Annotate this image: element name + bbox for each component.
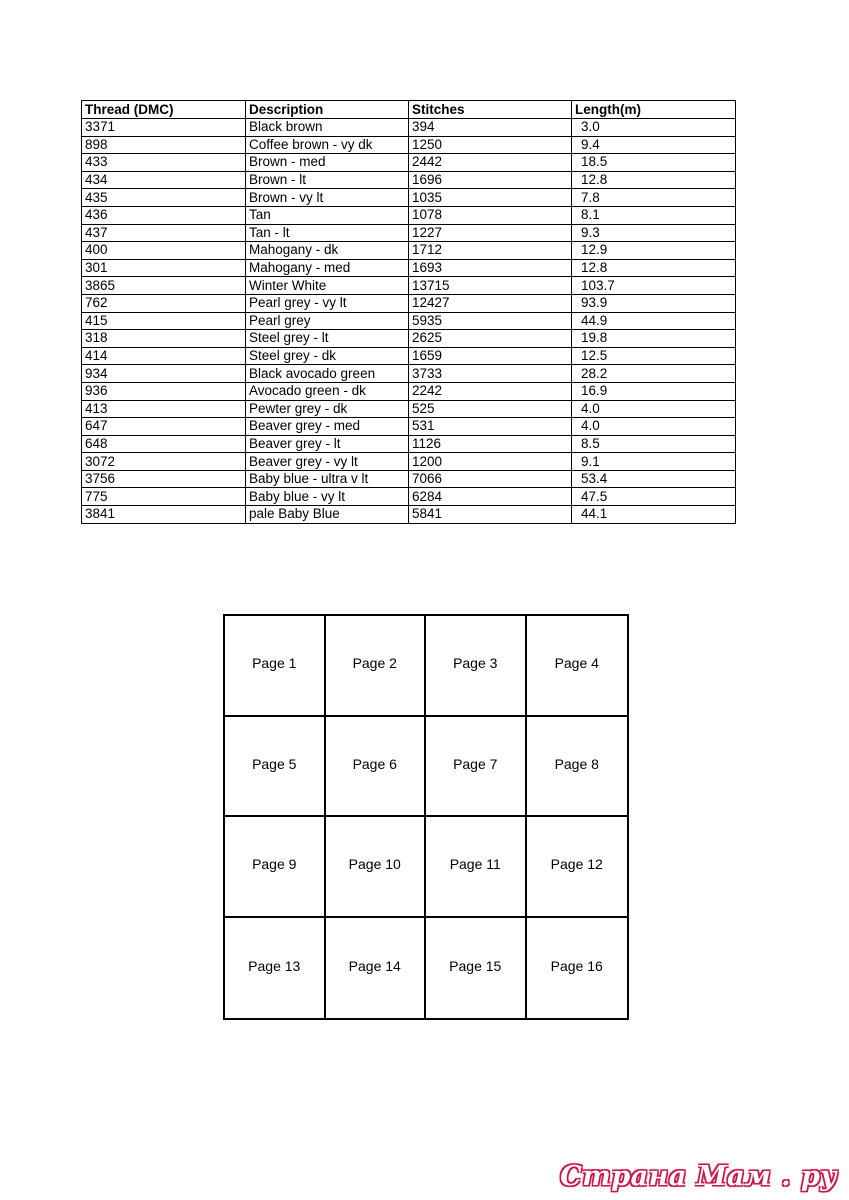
- cell-stitches: 1696: [409, 171, 572, 189]
- page-grid-cell: [527, 918, 628, 1019]
- cell-thread: 413: [82, 400, 246, 418]
- cell-stitches: 531: [409, 418, 572, 436]
- table-row: [82, 400, 736, 418]
- cell-description: Beaver grey - vy lt: [246, 453, 409, 471]
- page-grid-label: Page 14: [348, 957, 401, 974]
- site-watermark-logo: Страна Мам . ру: [560, 1161, 837, 1192]
- cell-stitches: 5935: [409, 312, 572, 330]
- cell-thread: 762: [82, 294, 246, 312]
- cell-length: 12.9: [572, 242, 736, 260]
- cell-thread: 318: [82, 330, 246, 348]
- table-row: [82, 119, 736, 137]
- page-grid-cell: [326, 616, 427, 717]
- cell-length: 12.8: [572, 259, 736, 277]
- page-grid-cell: [326, 918, 427, 1019]
- cell-stitches: 12427: [409, 294, 572, 312]
- cell-stitches: 525: [409, 400, 572, 418]
- cell-stitches: 2442: [409, 154, 572, 172]
- cell-length: 103.7: [572, 277, 736, 295]
- page-grid-cell: [326, 817, 427, 918]
- cell-description: Brown - vy lt: [246, 189, 409, 207]
- cell-length: 12.8: [572, 171, 736, 189]
- cell-stitches: 2242: [409, 382, 572, 400]
- cell-thread: 3756: [82, 470, 246, 488]
- cell-description: Steel grey - dk: [246, 347, 409, 365]
- cell-stitches: 394: [409, 119, 572, 137]
- table-header-row: [82, 101, 736, 119]
- page-grid-cell: [527, 817, 628, 918]
- page-grid-label: Page 5: [252, 755, 297, 772]
- page-grid-cell: [527, 717, 628, 818]
- cell-length: 28.2: [572, 365, 736, 383]
- page-grid-label: Page 6: [352, 755, 397, 772]
- cell-description: Pewter grey - dk: [246, 400, 409, 418]
- cell-length: 93.9: [572, 294, 736, 312]
- cell-stitches: 13715: [409, 277, 572, 295]
- cell-thread: 3841: [82, 506, 246, 524]
- page-grid-label: Page 9: [252, 856, 297, 873]
- cell-length: 9.3: [572, 224, 736, 242]
- cell-thread: 647: [82, 418, 246, 436]
- table-row: [82, 136, 736, 154]
- page-grid-label: Page 11: [449, 856, 501, 873]
- cell-length: 4.0: [572, 418, 736, 436]
- table-row: [82, 347, 736, 365]
- cell-length: 9.4: [572, 136, 736, 154]
- page-layout-grid: [223, 614, 629, 1020]
- cell-thread: 898: [82, 136, 246, 154]
- table-row: [82, 259, 736, 277]
- cell-description: Steel grey - lt: [246, 330, 409, 348]
- column-header-length: Length(m): [572, 101, 736, 119]
- cell-thread: 400: [82, 242, 246, 260]
- cell-stitches: 1227: [409, 224, 572, 242]
- cell-thread: 436: [82, 206, 246, 224]
- cell-length: 9.1: [572, 453, 736, 471]
- cell-thread: 3072: [82, 453, 246, 471]
- page-grid-cell: [225, 717, 326, 818]
- table-row: [82, 470, 736, 488]
- page-grid-label: Page 16: [550, 957, 603, 974]
- page-grid-label: Page 10: [348, 856, 401, 873]
- table-row: [82, 189, 736, 207]
- table-row: [82, 330, 736, 348]
- page-grid-label: Page 1: [252, 655, 297, 672]
- cell-stitches: 2625: [409, 330, 572, 348]
- table-row: [82, 154, 736, 172]
- cell-description: Beaver grey - lt: [246, 435, 409, 453]
- cell-thread: 934: [82, 365, 246, 383]
- page-grid-label: Page 2: [352, 655, 397, 672]
- table-row: [82, 435, 736, 453]
- page-grid-label: Page 4: [554, 655, 599, 672]
- page-grid-cell: [225, 817, 326, 918]
- cell-description: Baby blue - ultra v lt: [246, 470, 409, 488]
- cell-stitches: 1693: [409, 259, 572, 277]
- cell-length: 44.1: [572, 506, 736, 524]
- cell-description: Pearl grey: [246, 312, 409, 330]
- cell-thread: 433: [82, 154, 246, 172]
- table-row: [82, 506, 736, 524]
- cell-length: 16.9: [572, 382, 736, 400]
- page-grid-cell: [426, 817, 527, 918]
- cell-description: Black avocado green: [246, 365, 409, 383]
- cell-length: 4.0: [572, 400, 736, 418]
- cell-stitches: 1078: [409, 206, 572, 224]
- page-grid-cell: [225, 616, 326, 717]
- cell-length: 47.5: [572, 488, 736, 506]
- cell-description: Tan: [246, 206, 409, 224]
- table-row: [82, 224, 736, 242]
- page-grid-cell: [326, 717, 427, 818]
- cell-length: 7.8: [572, 189, 736, 207]
- cell-description: Brown - lt: [246, 171, 409, 189]
- cell-description: Beaver grey - med: [246, 418, 409, 436]
- table-row: [82, 365, 736, 383]
- table-row: [82, 418, 736, 436]
- page-grid-cell: [527, 616, 628, 717]
- cell-length: 8.5: [572, 435, 736, 453]
- cell-thread: 414: [82, 347, 246, 365]
- page-grid-cell: [426, 616, 527, 717]
- cell-description: Baby blue - vy lt: [246, 488, 409, 506]
- cell-length: 8.1: [572, 206, 736, 224]
- cell-description: Mahogany - dk: [246, 242, 409, 260]
- cell-thread: 434: [82, 171, 246, 189]
- cell-description: Winter White: [246, 277, 409, 295]
- page-grid-label: Page 12: [550, 856, 603, 873]
- page-grid-label: Page 8: [554, 755, 599, 772]
- table-row: [82, 171, 736, 189]
- cell-stitches: 6284: [409, 488, 572, 506]
- cell-thread: 936: [82, 382, 246, 400]
- table-row: [82, 206, 736, 224]
- cell-length: 12.5: [572, 347, 736, 365]
- thread-color-table: [81, 100, 736, 524]
- page-grid-cell: [426, 717, 527, 818]
- cell-description: Avocado green - dk: [246, 382, 409, 400]
- cell-stitches: 1126: [409, 435, 572, 453]
- cell-description: pale Baby Blue: [246, 506, 409, 524]
- cell-stitches: 1250: [409, 136, 572, 154]
- table-row: [82, 453, 736, 471]
- cell-thread: 437: [82, 224, 246, 242]
- cell-stitches: 3733: [409, 365, 572, 383]
- table-row: [82, 294, 736, 312]
- page-grid-label: Page 3: [453, 655, 498, 672]
- cell-description: Brown - med: [246, 154, 409, 172]
- cell-thread: 775: [82, 488, 246, 506]
- column-header-thread: Thread (DMC): [82, 101, 246, 119]
- cell-stitches: 1035: [409, 189, 572, 207]
- cell-stitches: 1659: [409, 347, 572, 365]
- cell-length: 44.9: [572, 312, 736, 330]
- table-row: [82, 382, 736, 400]
- cell-description: Mahogany - med: [246, 259, 409, 277]
- table-row: [82, 242, 736, 260]
- cell-thread: 3865: [82, 277, 246, 295]
- cell-stitches: 5841: [409, 506, 572, 524]
- cell-description: Coffee brown - vy dk: [246, 136, 409, 154]
- page-grid-cell: [426, 918, 527, 1019]
- cell-thread: 415: [82, 312, 246, 330]
- column-header-description: Description: [246, 101, 409, 119]
- page-grid-label: Page 13: [248, 957, 301, 974]
- cell-description: Tan - lt: [246, 224, 409, 242]
- cell-length: 3.0: [572, 119, 736, 137]
- cell-stitches: 7066: [409, 470, 572, 488]
- cell-description: Black brown: [246, 119, 409, 137]
- table-row: [82, 312, 736, 330]
- cell-thread: 301: [82, 259, 246, 277]
- table-row: [82, 488, 736, 506]
- cell-thread: 435: [82, 189, 246, 207]
- table-body: [82, 119, 736, 524]
- page-grid-cell: [225, 918, 326, 1019]
- page-grid-label: Page 15: [449, 957, 502, 974]
- table-row: [82, 277, 736, 295]
- cell-stitches: 1200: [409, 453, 572, 471]
- cell-thread: 3371: [82, 119, 246, 137]
- cell-length: 53.4: [572, 470, 736, 488]
- cell-length: 19.8: [572, 330, 736, 348]
- cell-thread: 648: [82, 435, 246, 453]
- page-grid-label: Page 7: [453, 755, 498, 772]
- cell-length: 18.5: [572, 154, 736, 172]
- cell-stitches: 1712: [409, 242, 572, 260]
- cell-description: Pearl grey - vy lt: [246, 294, 409, 312]
- column-header-stitches: Stitches: [409, 101, 572, 119]
